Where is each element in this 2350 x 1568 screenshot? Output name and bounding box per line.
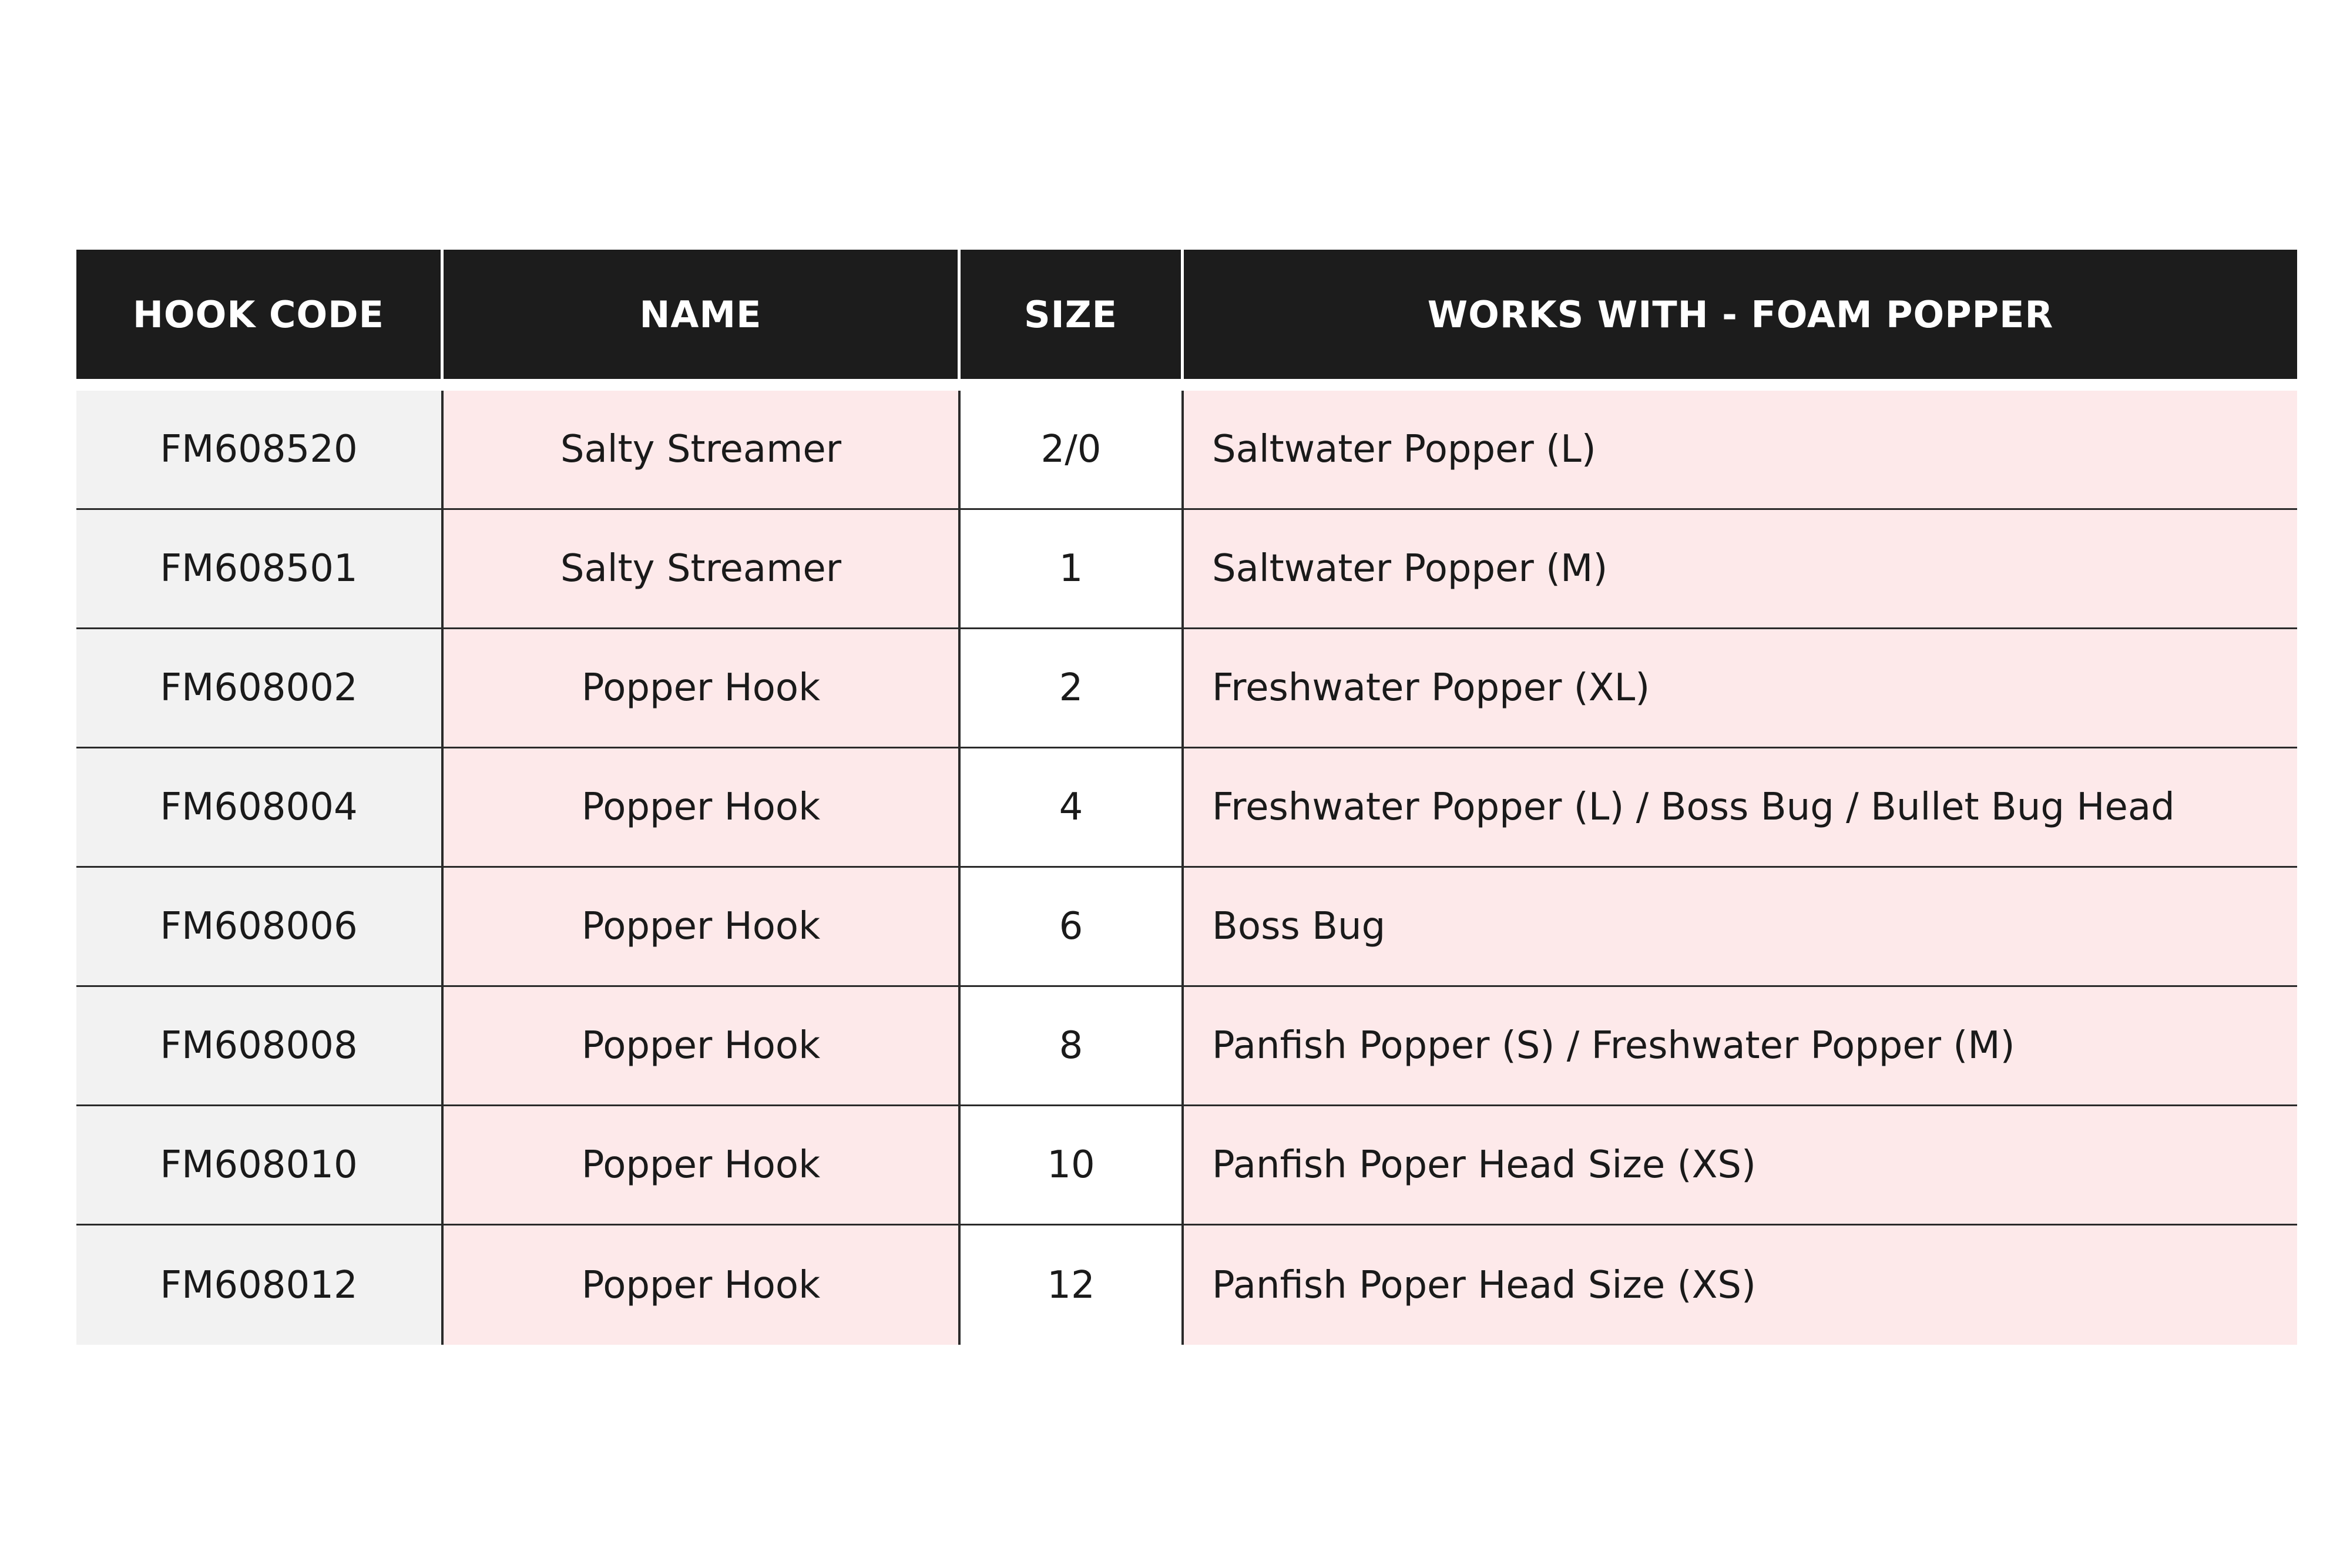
table-row <box>76 868 2297 987</box>
cell-name: Popper Hook <box>444 748 961 868</box>
cell-size: 6 <box>961 868 1184 987</box>
hook-compatibility-table-container <box>76 250 2297 1345</box>
cell-works-with: Freshwater Popper (L) / Boss Bug / Bullet Bug Head <box>1184 748 2297 868</box>
cell-works-with: Freshwater Popper (XL) <box>1184 629 2297 748</box>
cell-hook-code: FM608006 <box>76 868 444 987</box>
cell-name: Salty Streamer <box>444 510 961 629</box>
cell-hook-code: FM608010 <box>76 1106 444 1225</box>
table-row <box>76 1106 2297 1225</box>
cell-name: Popper Hook <box>444 987 961 1106</box>
cell-works-with: Panfish Popper (S) / Freshwater Popper (M) <box>1184 987 2297 1106</box>
header-hook-code: HOOK CODE <box>76 250 444 391</box>
cell-hook-code: FM608501 <box>76 510 444 629</box>
table-row <box>76 748 2297 868</box>
cell-name: Salty Streamer <box>444 391 961 510</box>
cell-hook-code: FM608520 <box>76 391 444 510</box>
table-row <box>76 391 2297 510</box>
table-row <box>76 510 2297 629</box>
table-row <box>76 629 2297 748</box>
cell-works-with: Boss Bug <box>1184 868 2297 987</box>
cell-size: 4 <box>961 748 1184 868</box>
cell-name: Popper Hook <box>444 629 961 748</box>
cell-hook-code: FM608012 <box>76 1225 444 1345</box>
cell-works-with: Saltwater Popper (M) <box>1184 510 2297 629</box>
cell-name: Popper Hook <box>444 868 961 987</box>
hook-compatibility-table <box>76 250 2297 1345</box>
table-row <box>76 987 2297 1106</box>
cell-hook-code: FM608002 <box>76 629 444 748</box>
cell-name: Popper Hook <box>444 1106 961 1225</box>
cell-name: Popper Hook <box>444 1225 961 1345</box>
table-row <box>76 1225 2297 1345</box>
cell-size: 2 <box>961 629 1184 748</box>
cell-works-with: Panfish Poper Head Size (XS) <box>1184 1225 2297 1345</box>
cell-works-with: Saltwater Popper (L) <box>1184 391 2297 510</box>
header-row <box>76 250 2297 391</box>
header-name: NAME <box>444 250 961 391</box>
table-body <box>76 391 2297 1345</box>
cell-hook-code: FM608008 <box>76 987 444 1106</box>
cell-size: 10 <box>961 1106 1184 1225</box>
cell-size: 1 <box>961 510 1184 629</box>
table-header <box>76 250 2297 391</box>
cell-works-with: Panfish Poper Head Size (XS) <box>1184 1106 2297 1225</box>
cell-size: 8 <box>961 987 1184 1106</box>
cell-size: 2/0 <box>961 391 1184 510</box>
cell-hook-code: FM608004 <box>76 748 444 868</box>
cell-size: 12 <box>961 1225 1184 1345</box>
header-size: SIZE <box>961 250 1184 391</box>
header-works-with: WORKS WITH - FOAM POPPER <box>1184 250 2297 391</box>
